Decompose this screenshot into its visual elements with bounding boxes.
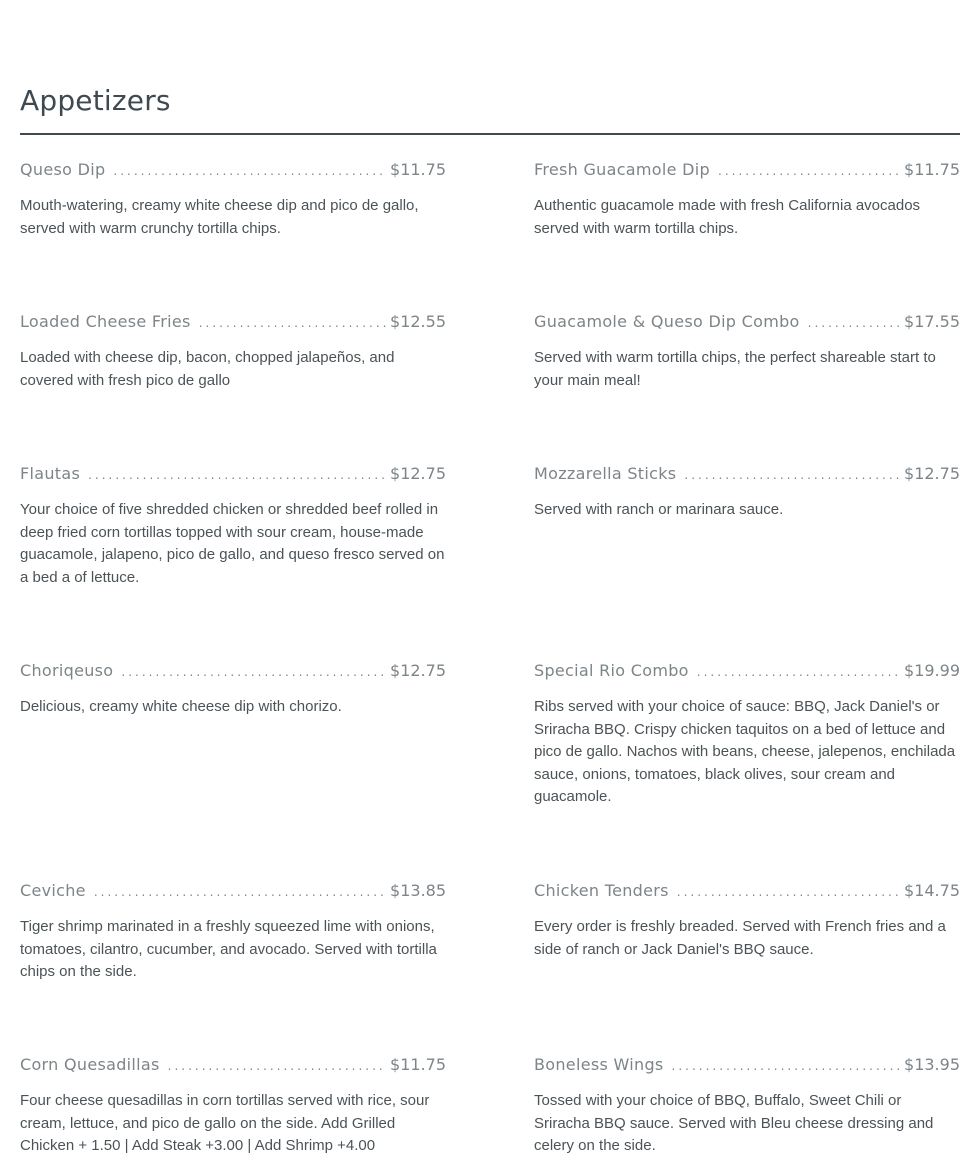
menu-item-description: Served with ranch or marinara sauce. — [534, 501, 784, 518]
dot-leader — [808, 312, 900, 334]
menu-item-description: Authentic guacamole made with fresh California avocados served with warm tortilla chips. — [534, 197, 921, 237]
dot-leader — [168, 1055, 386, 1077]
menu-item-description: Mouth-watering, creamy white cheese dip and pico de gallo, served with warm crunchy tortilla chips. — [20, 197, 419, 237]
menu-item-name: Chicken Tenders — [534, 881, 669, 900]
menu-item-price: $13.85 — [390, 881, 446, 900]
menu-item-price: $12.75 — [390, 661, 446, 680]
menu-item-price: $11.75 — [904, 160, 960, 179]
menu-item-name: Fresh Guacamole Dip — [534, 160, 710, 179]
menu-item-header — [20, 1054, 446, 1076]
menu-item-header — [20, 159, 446, 181]
menu-item-name: Ceviche — [20, 881, 86, 900]
menu-item-guacamole-queso-combo — [534, 311, 960, 392]
menu-item-header — [534, 660, 960, 682]
dot-leader — [718, 160, 900, 182]
menu-item-price: $11.75 — [390, 1055, 446, 1074]
menu-item-header — [534, 880, 960, 902]
menu-item-description: Served with warm tortilla chips, the perfect shareable start to your main meal! — [534, 349, 936, 389]
menu-item-corn-quesadillas — [20, 1054, 446, 1158]
menu-item-name: Guacamole & Queso Dip Combo — [534, 312, 800, 331]
menu-item-chicken-tenders — [534, 880, 960, 961]
dot-leader — [199, 312, 386, 334]
menu-item-name: Flautas — [20, 464, 81, 483]
menu-item-header — [20, 660, 446, 682]
title-divider — [20, 133, 960, 135]
menu-item-description: Every order is freshly breaded. Served with French fries and a side of ranch or Jack Daniel's BBQ sauce. — [534, 918, 946, 958]
dot-leader — [94, 881, 386, 903]
menu-item-description: Four cheese quesadillas in corn tortillas served with rice, sour cream, lettuce, and pico de gallo on the side. Add Grilled Chicken + 1.50 | Add Steak +3.00 | Add Shrimp +4.00 — [20, 1092, 430, 1154]
menu-item-price: $11.75 — [390, 160, 446, 179]
menu-item-header — [534, 1054, 960, 1076]
menu-item-description: Delicious, creamy white cheese dip with chorizo. — [20, 698, 342, 715]
dot-leader — [672, 1055, 900, 1077]
menu-item-name: Corn Quesadillas — [20, 1055, 160, 1074]
menu-item-header — [534, 311, 960, 333]
menu-item-queso-dip — [20, 159, 446, 240]
menu-item-name: Boneless Wings — [534, 1055, 664, 1074]
dot-leader — [113, 160, 386, 182]
menu-item-name: Mozzarella Sticks — [534, 464, 677, 483]
dot-leader — [121, 661, 386, 683]
menu-item-ceviche — [20, 880, 446, 984]
menu-item-name: Queso Dip — [20, 160, 106, 179]
menu-item-price: $12.75 — [390, 464, 446, 483]
dot-leader — [697, 661, 900, 683]
menu-item-price: $13.95 — [904, 1055, 960, 1074]
menu-item-header — [534, 463, 960, 485]
menu-item-name: Loaded Cheese Fries — [20, 312, 191, 331]
menu-item-mozzarella-sticks — [534, 463, 960, 522]
menu-item-price: $19.99 — [904, 661, 960, 680]
menu-item-description: Tiger shrimp marinated in a freshly squeezed lime with onions, tomatoes, cilantro, cucumber, and avocado. Served with tortilla chips on the side. — [20, 918, 437, 980]
menu-item-price: $14.75 — [904, 881, 960, 900]
menu-item-choriqeuso — [20, 660, 446, 719]
menu-item-header — [20, 463, 446, 485]
dot-leader — [677, 881, 900, 903]
menu-item-description: Loaded with cheese dip, bacon, chopped jalapeños, and covered with fresh pico de gallo — [20, 349, 395, 389]
menu-item-price: $12.55 — [390, 312, 446, 331]
menu-item-header — [534, 159, 960, 181]
section-title: Appetizers — [20, 84, 171, 117]
menu-item-description: Ribs served with your choice of sauce: BBQ, Jack Daniel's or Sriracha BBQ. Crispy chicken taquitos on a bed of lettuce and pico de gallo. Nachos with beans, cheese, jalepenos, enchilada sauce, onions, tomatoes, black olives, sour cream and guacamole. — [534, 698, 956, 805]
menu-item-header — [20, 880, 446, 902]
menu-item-special-rio-combo — [534, 660, 960, 809]
dot-leader — [88, 464, 386, 486]
menu-item-price: $17.55 — [904, 312, 960, 331]
menu-item-name: Special Rio Combo — [534, 661, 689, 680]
menu-item-loaded-cheese-fries — [20, 311, 446, 392]
menu-item-flautas — [20, 463, 446, 589]
menu-item-boneless-wings — [534, 1054, 960, 1158]
dot-leader — [684, 464, 900, 486]
menu-item-description: Tossed with your choice of BBQ, Buffalo, Sweet Chili or Sriracha BBQ sauce. Served with Bleu cheese dressing and celery on the side. — [534, 1092, 934, 1154]
menu-item-header — [20, 311, 446, 333]
menu-item-fresh-guacamole-dip — [534, 159, 960, 240]
menu-item-name: Choriqeuso — [20, 661, 114, 680]
menu-item-price: $12.75 — [904, 464, 960, 483]
menu-item-description: Your choice of five shredded chicken or shredded beef rolled in deep fried corn tortillas topped with sour cream, house-made guacamole, jalapeno, pico de gallo, and queso fresco served on a bed a of lettuce. — [20, 501, 445, 586]
